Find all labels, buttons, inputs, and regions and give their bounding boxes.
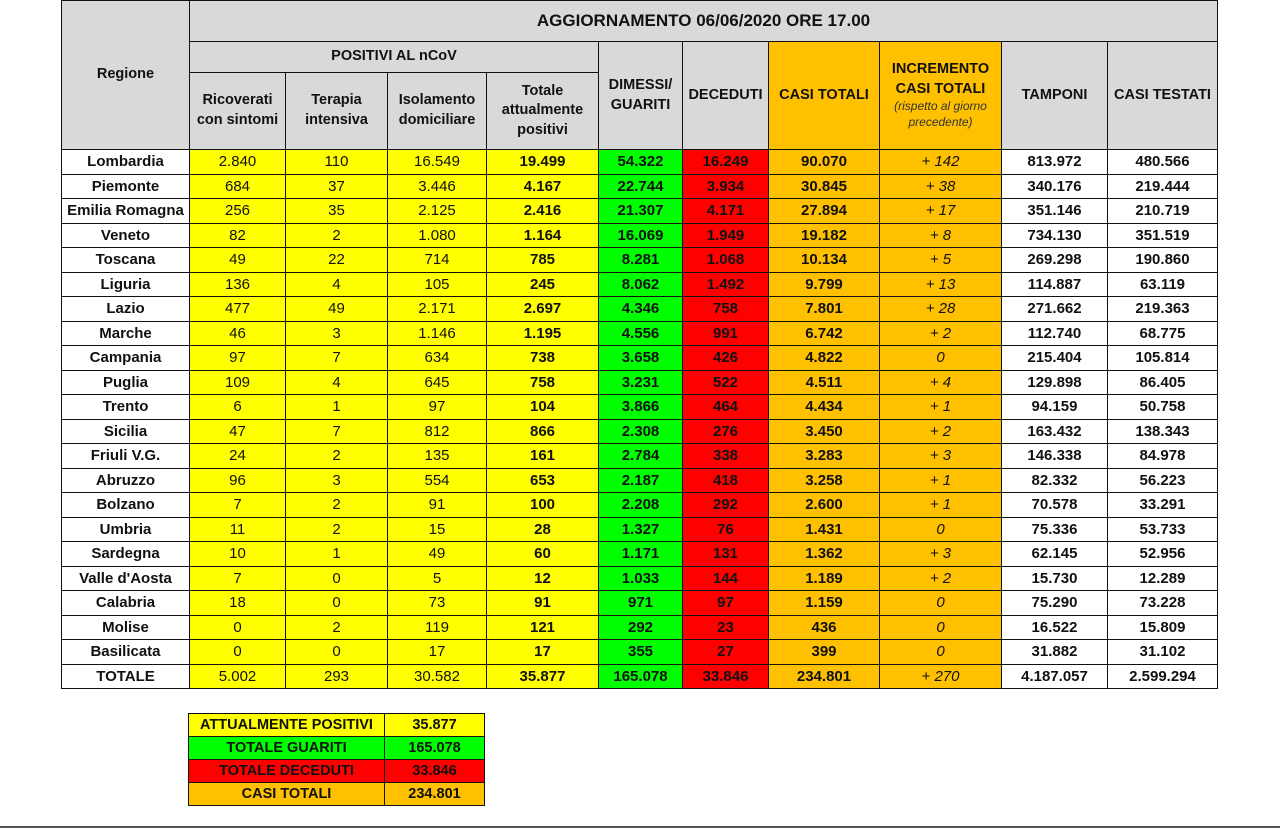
- row-casi: 1.189: [769, 566, 880, 591]
- row-regione: Campania: [62, 346, 190, 371]
- row-totale-positivi: 4.167: [487, 174, 599, 199]
- row-casi: 7.801: [769, 297, 880, 322]
- row-totale-positivi: 121: [487, 615, 599, 640]
- summary-label: ATTUALMENTE POSITIVI: [189, 714, 385, 737]
- row-deceduti: 758: [683, 297, 769, 322]
- row-tamponi: 94.159: [1002, 395, 1108, 420]
- header-ricoverati: Ricoverati con sintomi: [190, 73, 286, 150]
- row-isolamento: 73: [388, 591, 487, 616]
- row-casi: 3.283: [769, 444, 880, 469]
- row-totale-positivi: 866: [487, 419, 599, 444]
- row-regione: Sicilia: [62, 419, 190, 444]
- row-regione: Sardegna: [62, 542, 190, 567]
- row-deceduti: 1.949: [683, 223, 769, 248]
- row-deceduti: 4.171: [683, 199, 769, 224]
- row-testati: 15.809: [1108, 615, 1218, 640]
- row-incremento: + 13: [880, 272, 1002, 297]
- row-casi: 4.822: [769, 346, 880, 371]
- row-dimessi: 22.744: [599, 174, 683, 199]
- row-casi: 3.450: [769, 419, 880, 444]
- row-totale-positivi: 161: [487, 444, 599, 469]
- row-terapia: 3: [286, 468, 388, 493]
- row-testati: 31.102: [1108, 640, 1218, 665]
- row-dimessi: 355: [599, 640, 683, 665]
- totals-terapia: 293: [286, 664, 388, 688]
- row-regione: Bolzano: [62, 493, 190, 518]
- table-row: [62, 346, 1218, 371]
- header-incremento-sub: (rispetto al giorno precedente): [894, 99, 987, 130]
- row-casi: 19.182: [769, 223, 880, 248]
- row-totale-positivi: 245: [487, 272, 599, 297]
- row-deceduti: 522: [683, 370, 769, 395]
- row-deceduti: 3.934: [683, 174, 769, 199]
- totals-casi: 234.801: [769, 664, 880, 688]
- row-deceduti: 1.492: [683, 272, 769, 297]
- row-ricoverati: 6: [190, 395, 286, 420]
- totals-row: [62, 664, 1218, 688]
- row-regione: Piemonte: [62, 174, 190, 199]
- row-isolamento: 5: [388, 566, 487, 591]
- table-row: [62, 297, 1218, 322]
- row-ricoverati: 109: [190, 370, 286, 395]
- row-deceduti: 426: [683, 346, 769, 371]
- row-incremento: + 38: [880, 174, 1002, 199]
- row-isolamento: 812: [388, 419, 487, 444]
- row-deceduti: 16.249: [683, 150, 769, 175]
- row-ricoverati: 256: [190, 199, 286, 224]
- row-incremento: + 1: [880, 493, 1002, 518]
- summary-label: TOTALE GUARITI: [189, 737, 385, 760]
- row-isolamento: 105: [388, 272, 487, 297]
- row-incremento: 0: [880, 615, 1002, 640]
- row-ricoverati: 82: [190, 223, 286, 248]
- row-casi: 27.894: [769, 199, 880, 224]
- summary-label: CASI TOTALI: [189, 783, 385, 806]
- row-casi: 1.159: [769, 591, 880, 616]
- table-title: AGGIORNAMENTO 06/06/2020 ORE 17.00: [190, 1, 1218, 42]
- table-row: [62, 493, 1218, 518]
- row-dimessi: 8.281: [599, 248, 683, 273]
- row-testati: 68.775: [1108, 321, 1218, 346]
- row-isolamento: 554: [388, 468, 487, 493]
- row-totale-positivi: 738: [487, 346, 599, 371]
- header-positivi-group: POSITIVI AL nCoV: [190, 42, 599, 73]
- row-dimessi: 54.322: [599, 150, 683, 175]
- row-isolamento: 97: [388, 395, 487, 420]
- row-regione: Marche: [62, 321, 190, 346]
- row-terapia: 22: [286, 248, 388, 273]
- row-incremento: 0: [880, 640, 1002, 665]
- row-tamponi: 129.898: [1002, 370, 1108, 395]
- row-casi: 30.845: [769, 174, 880, 199]
- row-isolamento: 16.549: [388, 150, 487, 175]
- row-terapia: 35: [286, 199, 388, 224]
- row-incremento: 0: [880, 517, 1002, 542]
- row-incremento: + 1: [880, 468, 1002, 493]
- table-row: [62, 615, 1218, 640]
- row-isolamento: 119: [388, 615, 487, 640]
- row-totale-positivi: 60: [487, 542, 599, 567]
- table-row: [62, 321, 1218, 346]
- table-row: [62, 370, 1218, 395]
- summary-value: 165.078: [385, 737, 485, 760]
- row-casi: 4.434: [769, 395, 880, 420]
- row-regione: Liguria: [62, 272, 190, 297]
- row-testati: 73.228: [1108, 591, 1218, 616]
- header-dimessi: DIMESSI/ GUARITI: [599, 42, 683, 150]
- row-terapia: 4: [286, 272, 388, 297]
- table-row: [62, 517, 1218, 542]
- row-totale-positivi: 19.499: [487, 150, 599, 175]
- row-dimessi: 4.556: [599, 321, 683, 346]
- row-deceduti: 1.068: [683, 248, 769, 273]
- row-isolamento: 135: [388, 444, 487, 469]
- row-casi: 1.431: [769, 517, 880, 542]
- header-totale-positivi: Totale attualmente positivi: [487, 73, 599, 150]
- row-ricoverati: 0: [190, 615, 286, 640]
- row-dimessi: 1.033: [599, 566, 683, 591]
- summary-value: 35.877: [385, 714, 485, 737]
- row-incremento: + 2: [880, 566, 1002, 591]
- row-ricoverati: 7: [190, 493, 286, 518]
- row-dimessi: 2.208: [599, 493, 683, 518]
- row-tamponi: 215.404: [1002, 346, 1108, 371]
- header-isolamento: Isolamento domiciliare: [388, 73, 487, 150]
- row-terapia: 37: [286, 174, 388, 199]
- totals-label: TOTALE: [62, 664, 190, 688]
- header-regione: Regione: [62, 1, 190, 150]
- row-isolamento: 1.080: [388, 223, 487, 248]
- row-incremento: + 2: [880, 419, 1002, 444]
- row-totale-positivi: 758: [487, 370, 599, 395]
- row-casi: 2.600: [769, 493, 880, 518]
- row-ricoverati: 684: [190, 174, 286, 199]
- row-isolamento: 91: [388, 493, 487, 518]
- row-casi: 6.742: [769, 321, 880, 346]
- row-deceduti: 23: [683, 615, 769, 640]
- row-terapia: 0: [286, 640, 388, 665]
- row-terapia: 4: [286, 370, 388, 395]
- table-row: [62, 248, 1218, 273]
- row-terapia: 7: [286, 346, 388, 371]
- row-dimessi: 3.231: [599, 370, 683, 395]
- row-deceduti: 338: [683, 444, 769, 469]
- table-row: [62, 419, 1218, 444]
- row-tamponi: 15.730: [1002, 566, 1108, 591]
- row-incremento: + 5: [880, 248, 1002, 273]
- row-totale-positivi: 17: [487, 640, 599, 665]
- row-deceduti: 76: [683, 517, 769, 542]
- row-incremento: + 4: [880, 370, 1002, 395]
- row-regione: Molise: [62, 615, 190, 640]
- row-terapia: 0: [286, 566, 388, 591]
- totals-totale-positivi: 35.877: [487, 664, 599, 688]
- row-terapia: 7: [286, 419, 388, 444]
- row-regione: Basilicata: [62, 640, 190, 665]
- row-dimessi: 292: [599, 615, 683, 640]
- row-tamponi: 734.130: [1002, 223, 1108, 248]
- row-tamponi: 163.432: [1002, 419, 1108, 444]
- summary-value: 33.846: [385, 760, 485, 783]
- table-row: [62, 542, 1218, 567]
- row-testati: 219.363: [1108, 297, 1218, 322]
- row-incremento: + 1: [880, 395, 1002, 420]
- row-dimessi: 8.062: [599, 272, 683, 297]
- row-isolamento: 634: [388, 346, 487, 371]
- row-isolamento: 17: [388, 640, 487, 665]
- row-tamponi: 75.290: [1002, 591, 1108, 616]
- row-testati: 480.566: [1108, 150, 1218, 175]
- row-deceduti: 131: [683, 542, 769, 567]
- row-regione: Valle d'Aosta: [62, 566, 190, 591]
- summary-value: 234.801: [385, 783, 485, 806]
- row-tamponi: 146.338: [1002, 444, 1108, 469]
- row-testati: 63.119: [1108, 272, 1218, 297]
- row-regione: Abruzzo: [62, 468, 190, 493]
- row-terapia: 2: [286, 223, 388, 248]
- row-dimessi: 971: [599, 591, 683, 616]
- header-incremento: [880, 42, 1002, 150]
- row-ricoverati: 46: [190, 321, 286, 346]
- row-casi: 90.070: [769, 150, 880, 175]
- row-casi: 1.362: [769, 542, 880, 567]
- table-row: [62, 640, 1218, 665]
- header-incremento-label: INCREMENTO CASI TOTALI: [891, 61, 990, 97]
- row-testati: 52.956: [1108, 542, 1218, 567]
- table-row: [62, 591, 1218, 616]
- row-dimessi: 16.069: [599, 223, 683, 248]
- row-deceduti: 27: [683, 640, 769, 665]
- row-ricoverati: 11: [190, 517, 286, 542]
- row-incremento: + 8: [880, 223, 1002, 248]
- row-totale-positivi: 104: [487, 395, 599, 420]
- row-regione: Umbria: [62, 517, 190, 542]
- row-tamponi: 351.146: [1002, 199, 1108, 224]
- row-ricoverati: 2.840: [190, 150, 286, 175]
- summary-row: [189, 783, 485, 806]
- summary-table: [188, 713, 485, 806]
- row-incremento: + 2: [880, 321, 1002, 346]
- row-ricoverati: 136: [190, 272, 286, 297]
- row-casi: 9.799: [769, 272, 880, 297]
- row-dimessi: 1.171: [599, 542, 683, 567]
- row-dimessi: 3.658: [599, 346, 683, 371]
- summary-row: [189, 737, 485, 760]
- row-terapia: 2: [286, 493, 388, 518]
- row-terapia: 1: [286, 542, 388, 567]
- row-testati: 50.758: [1108, 395, 1218, 420]
- row-dimessi: 4.346: [599, 297, 683, 322]
- row-regione: Friuli V.G.: [62, 444, 190, 469]
- row-isolamento: 49: [388, 542, 487, 567]
- header-terapia: Terapia intensiva: [286, 73, 388, 150]
- row-isolamento: 2.171: [388, 297, 487, 322]
- row-ricoverati: 0: [190, 640, 286, 665]
- row-tamponi: 340.176: [1002, 174, 1108, 199]
- row-terapia: 2: [286, 517, 388, 542]
- row-tamponi: 70.578: [1002, 493, 1108, 518]
- totals-ricoverati: 5.002: [190, 664, 286, 688]
- row-ricoverati: 49: [190, 248, 286, 273]
- table-row: [62, 223, 1218, 248]
- row-totale-positivi: 100: [487, 493, 599, 518]
- totals-deceduti: 33.846: [683, 664, 769, 688]
- summary-row: [189, 760, 485, 783]
- row-regione: Puglia: [62, 370, 190, 395]
- row-totale-positivi: 785: [487, 248, 599, 273]
- row-tamponi: 813.972: [1002, 150, 1108, 175]
- row-terapia: 49: [286, 297, 388, 322]
- row-ricoverati: 24: [190, 444, 286, 469]
- totals-incremento: + 270: [880, 664, 1002, 688]
- row-isolamento: 1.146: [388, 321, 487, 346]
- row-tamponi: 271.662: [1002, 297, 1108, 322]
- row-incremento: 0: [880, 346, 1002, 371]
- row-testati: 12.289: [1108, 566, 1218, 591]
- row-tamponi: 31.882: [1002, 640, 1108, 665]
- table-row: [62, 150, 1218, 175]
- header-casi-testati: CASI TESTATI: [1108, 42, 1218, 150]
- row-totale-positivi: 1.164: [487, 223, 599, 248]
- row-casi: 3.258: [769, 468, 880, 493]
- row-terapia: 1: [286, 395, 388, 420]
- row-deceduti: 276: [683, 419, 769, 444]
- row-testati: 56.223: [1108, 468, 1218, 493]
- row-tamponi: 114.887: [1002, 272, 1108, 297]
- covid-regional-table: [61, 0, 1218, 689]
- row-testati: 33.291: [1108, 493, 1218, 518]
- row-tamponi: 82.332: [1002, 468, 1108, 493]
- row-regione: Lazio: [62, 297, 190, 322]
- row-casi: 436: [769, 615, 880, 640]
- totals-tamponi: 4.187.057: [1002, 664, 1108, 688]
- row-testati: 190.860: [1108, 248, 1218, 273]
- row-ricoverati: 18: [190, 591, 286, 616]
- row-ricoverati: 96: [190, 468, 286, 493]
- row-ricoverati: 47: [190, 419, 286, 444]
- summary-row: [189, 714, 485, 737]
- table-row: [62, 272, 1218, 297]
- row-isolamento: 714: [388, 248, 487, 273]
- row-terapia: 110: [286, 150, 388, 175]
- row-testati: 351.519: [1108, 223, 1218, 248]
- row-casi: 4.511: [769, 370, 880, 395]
- row-tamponi: 16.522: [1002, 615, 1108, 640]
- row-dimessi: 3.866: [599, 395, 683, 420]
- row-testati: 84.978: [1108, 444, 1218, 469]
- row-dimessi: 21.307: [599, 199, 683, 224]
- header-deceduti: DECEDUTI: [683, 42, 769, 150]
- table-row: [62, 566, 1218, 591]
- row-deceduti: 292: [683, 493, 769, 518]
- row-ricoverati: 10: [190, 542, 286, 567]
- row-tamponi: 75.336: [1002, 517, 1108, 542]
- row-testati: 105.814: [1108, 346, 1218, 371]
- row-testati: 86.405: [1108, 370, 1218, 395]
- row-incremento: + 28: [880, 297, 1002, 322]
- row-isolamento: 15: [388, 517, 487, 542]
- row-ricoverati: 97: [190, 346, 286, 371]
- row-regione: Emilia Romagna: [62, 199, 190, 224]
- row-terapia: 3: [286, 321, 388, 346]
- row-deceduti: 991: [683, 321, 769, 346]
- row-casi: 399: [769, 640, 880, 665]
- row-regione: Veneto: [62, 223, 190, 248]
- row-tamponi: 112.740: [1002, 321, 1108, 346]
- bottom-divider: [0, 826, 1280, 828]
- row-tamponi: 269.298: [1002, 248, 1108, 273]
- row-terapia: 2: [286, 444, 388, 469]
- table-row: [62, 395, 1218, 420]
- row-deceduti: 97: [683, 591, 769, 616]
- row-dimessi: 1.327: [599, 517, 683, 542]
- row-testati: 210.719: [1108, 199, 1218, 224]
- row-deceduti: 144: [683, 566, 769, 591]
- row-incremento: + 3: [880, 444, 1002, 469]
- totals-testati: 2.599.294: [1108, 664, 1218, 688]
- table-row: [62, 444, 1218, 469]
- row-ricoverati: 7: [190, 566, 286, 591]
- row-ricoverati: 477: [190, 297, 286, 322]
- row-totale-positivi: 12: [487, 566, 599, 591]
- row-incremento: + 142: [880, 150, 1002, 175]
- row-totale-positivi: 28: [487, 517, 599, 542]
- row-dimessi: 2.784: [599, 444, 683, 469]
- row-isolamento: 2.125: [388, 199, 487, 224]
- row-regione: Lombardia: [62, 150, 190, 175]
- row-incremento: + 17: [880, 199, 1002, 224]
- table-row: [62, 174, 1218, 199]
- row-totale-positivi: 2.697: [487, 297, 599, 322]
- row-testati: 53.733: [1108, 517, 1218, 542]
- row-isolamento: 3.446: [388, 174, 487, 199]
- row-dimessi: 2.308: [599, 419, 683, 444]
- row-regione: Toscana: [62, 248, 190, 273]
- table-row: [62, 199, 1218, 224]
- row-terapia: 0: [286, 591, 388, 616]
- header-tamponi: TAMPONI: [1002, 42, 1108, 150]
- row-deceduti: 464: [683, 395, 769, 420]
- header-casi-totali: CASI TOTALI: [769, 42, 880, 150]
- row-regione: Calabria: [62, 591, 190, 616]
- row-totale-positivi: 2.416: [487, 199, 599, 224]
- row-deceduti: 418: [683, 468, 769, 493]
- row-regione: Trento: [62, 395, 190, 420]
- table-body: [62, 150, 1218, 665]
- row-incremento: + 3: [880, 542, 1002, 567]
- row-incremento: 0: [880, 591, 1002, 616]
- row-testati: 138.343: [1108, 419, 1218, 444]
- row-isolamento: 645: [388, 370, 487, 395]
- row-testati: 219.444: [1108, 174, 1218, 199]
- row-tamponi: 62.145: [1002, 542, 1108, 567]
- row-casi: 10.134: [769, 248, 880, 273]
- summary-label: TOTALE DECEDUTI: [189, 760, 385, 783]
- totals-isolamento: 30.582: [388, 664, 487, 688]
- row-totale-positivi: 1.195: [487, 321, 599, 346]
- row-totale-positivi: 653: [487, 468, 599, 493]
- row-totale-positivi: 91: [487, 591, 599, 616]
- row-terapia: 2: [286, 615, 388, 640]
- table-row: [62, 468, 1218, 493]
- row-dimessi: 2.187: [599, 468, 683, 493]
- totals-dimessi: 165.078: [599, 664, 683, 688]
